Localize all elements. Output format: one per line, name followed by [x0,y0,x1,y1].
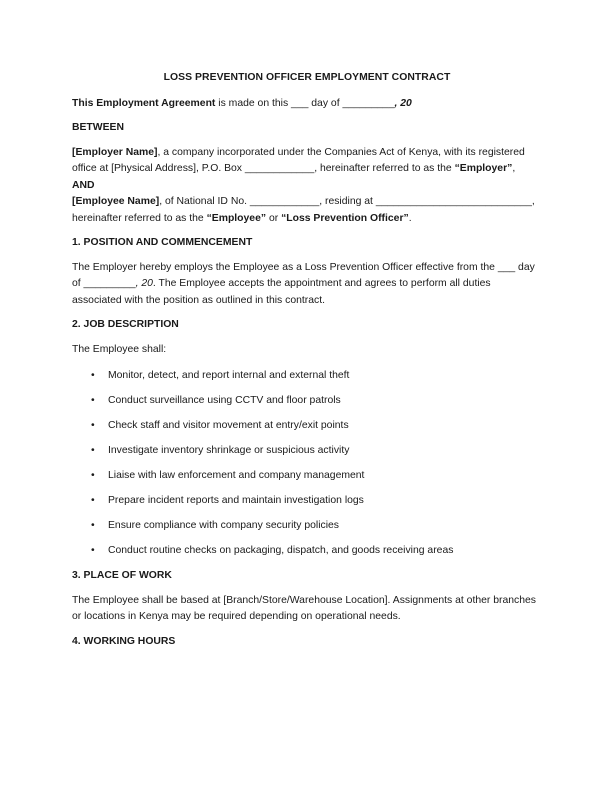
list-item-text: Conduct surveillance using CCTV and floor patrols [108,395,341,406]
employee-name: [Employee Name] [72,196,160,207]
employer-end: , [512,163,516,174]
employer-paragraph [72,145,542,178]
employee-text: , of National ID No. ____________, residing at ___________________________, hereinafter referred to as the [72,196,535,224]
between-heading: BETWEEN [72,122,124,133]
list-item-text: Prepare incident reports and maintain investigation logs [108,495,364,506]
section-1-text [72,260,542,310]
and-label [72,178,542,195]
list-item [72,543,542,560]
bullet-icon: • [91,520,95,531]
employee-paragraph [72,194,542,227]
employer-name: [Employer Name] [72,146,158,158]
bullet-icon: • [91,495,95,506]
list-item [72,518,542,535]
section-2-lead: The Employee shall: [72,343,167,355]
section-1-text-b: . The Employee accepts the appointment and agrees to perform all duties associated with the position as outlined in this contract. [72,278,491,306]
list-item [72,493,542,510]
section-3-text: The Employee shall be based at [Branch/Store/Warehouse Location]. Assignments at other branches or locations in Kenya may be required depending on operational needs. [72,594,536,622]
list-item-text: Conduct routine checks on packaging, dispatch, and goods receiving areas [108,545,454,556]
bullet-icon: • [91,370,95,381]
employee-ref-2: “Loss Prevention Officer” [281,212,409,224]
section-4-heading: 4. WORKING HOURS [72,635,176,647]
document-title: LOSS PREVENTION OFFICER EMPLOYMENT CONTRACT [163,72,451,83]
section-2-heading: 2. JOB DESCRIPTION [72,319,179,330]
and-text: AND [72,179,95,191]
list-item-text: Investigate inventory shrinkage or suspicious activity [108,445,350,456]
section-1-heading: 1. POSITION AND COMMENCEMENT [72,237,253,248]
employee-ref: “Employee” [206,212,267,224]
bullet-icon: • [91,470,95,481]
bullet-icon: • [91,395,95,406]
section-3-heading: 3. PLACE OF WORK [72,570,172,581]
contract-body [72,70,542,658]
list-item-text: Liaise with law enforcement and company management [108,470,365,481]
bullet-icon: • [91,545,95,556]
list-item [72,368,542,385]
bullet-icon: • [91,445,95,456]
list-item [72,468,542,485]
employer-ref: “Employer” [454,163,513,174]
intro-lead: This Employment Agreement [72,97,216,109]
employee-end: . [408,212,412,224]
intro-year: , 20 [394,97,412,109]
list-item [72,418,542,435]
intro-paragraph [72,96,542,113]
intro-text: is made on this ___ day of _________ [215,97,395,109]
list-item-text: Ensure compliance with company security policies [108,520,340,531]
employee-or: or [266,212,282,224]
employer-text: , a company incorporated under the Companies Act of Kenya, with its registered office at [Physical Address], P.O. Box ____________, hereinafter referred to as the [72,146,525,174]
section-1-year: , 20 [135,278,153,289]
bullet-icon: • [91,420,95,431]
section-1-text-a: The Employer hereby employs the Employee as a Loss Prevention Officer effective from the ___ day of _________ [72,261,535,289]
list-item-text: Check staff and visitor movement at entry/exit points [108,420,349,431]
job-duties-list [72,368,542,560]
list-item [72,443,542,460]
list-item [72,393,542,410]
list-item-text: Monitor, detect, and report internal and external theft [108,370,350,381]
